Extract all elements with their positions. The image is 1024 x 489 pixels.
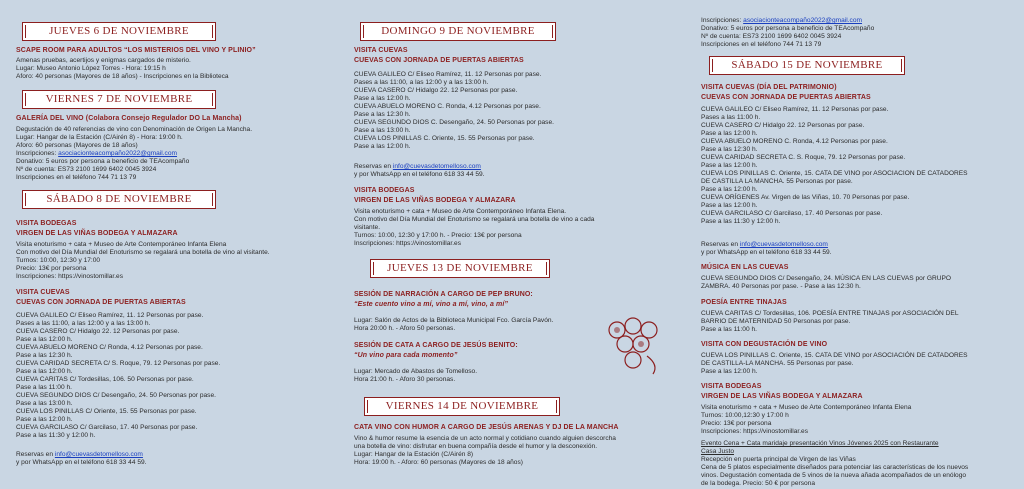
event-text: Con motivo del Día Mundial del Enoturismo se regalará una botella de vino a cada: [354, 216, 595, 223]
event-title: CATA VINO CON HUMOR A CARGO DE JESÚS ARENAS Y DJ DE LA MANCHA: [354, 424, 619, 431]
event-text: Donativo: 5 euros por persona a beneficio de TEAcompaño: [701, 25, 875, 32]
event-text: Lugar: Mercado de Abastos de Tomelloso.: [354, 368, 478, 375]
list-item: Pase a las 11:30 y 12:00 h.: [701, 218, 781, 225]
event-text: Evento Cena + Cata maridaje presentación Vinos Jóvenes 2025 con Restaurante: [701, 440, 939, 447]
event-text: Visita enoturismo + cata + Museo de Arte Contemporáneo Infanta Elena: [701, 404, 912, 411]
list-item: Pase a las 12:00 h.: [354, 95, 411, 102]
list-item: Pase a las 11:00 h.: [16, 384, 72, 391]
event-text: [16, 150, 177, 158]
event-subtitle: CUEVAS CON JORNADA DE PUERTAS ABIERTAS: [701, 94, 871, 101]
event-text: Lugar: Museo Antonio López Torres - Hora: 19:15 h: [16, 65, 166, 72]
event-text: [701, 241, 828, 249]
event-title: VISITA BODEGAS: [16, 220, 77, 227]
event-text: BARRIO DE MATERNIDAD 50 Personas por pase.: [701, 318, 851, 325]
event-text: Cena de 5 platos especialmente diseñados para potenciar las características de los nuevos: [701, 464, 969, 471]
list-item: DE CASTILLA LA MANCHA. 55 Personas por pase.: [701, 178, 853, 185]
event-subtitle: “Un vino para cada momento”: [354, 352, 458, 359]
list-item: CUEVA CASERO C/ Hidalgo 22. 12 Personas por pase.: [16, 328, 180, 335]
event-text: Precio: 13€ por persona: [16, 265, 87, 272]
event-subtitle: VIRGEN DE LAS VIÑAS BODEGA Y ALMAZARA: [354, 197, 516, 204]
event-title: SESIÓN DE NARRACIÓN A CARGO DE PEP BRUNO:: [354, 291, 533, 298]
list-item: Pase a las 12:30 h.: [16, 352, 73, 359]
event-text: DE CASTILLA-LA MANCHA. 55 Personas por pase.: [701, 360, 854, 367]
event-text: Visita enoturismo + cata + Museo de Arte Contemporáneo Infanta Elena: [16, 241, 227, 248]
label: Inscripciones:: [16, 150, 59, 157]
event-text: Turnos: 10:00, 12:30 y 17:00: [16, 257, 101, 264]
list-item: CUEVA GARCILASO C/ Garcilaso, 17. 40 Personas por pase.: [16, 424, 198, 431]
day-header-domingo-9: DOMINGO 9 DE NOVIEMBRE: [360, 22, 556, 41]
event-text: [354, 163, 481, 171]
event-subtitle: “Este cuento vino a mí, vino a mí, vino, a mí”: [354, 301, 508, 308]
event-text: Lugar: Hangar de la Estación (C/Airén 8) - Hora: 19:00 h.: [16, 134, 183, 141]
list-item: Pases a las 11:00 h.: [701, 114, 761, 121]
list-item: CUEVA ABUELO MORENO C. Ronda, 4.12 Personas por pase.: [354, 103, 541, 110]
list-item: CUEVA GALILEO C/ Eliseo Ramírez, 11. 12 Personas por pase.: [701, 106, 889, 113]
event-text: [16, 451, 143, 459]
list-item: Pase a las 11:30 y 12:00 h.: [16, 432, 96, 439]
event-subtitle: CUEVAS CON JORNADA DE PUERTAS ABIERTAS: [16, 299, 186, 306]
list-item: CUEVA ORÍGENES Av. Virgen de las Viñas, 10. 70 Personas por pase.: [701, 194, 910, 201]
list-item: Pase a las 12:00 h.: [701, 130, 758, 137]
event-text: vinos. Degustación comentada de 5 vinos de la nueva añada acompañados de un enólogo: [701, 472, 967, 479]
event-text: Hora 20:00 h. - Aforo 50 personas.: [354, 325, 456, 332]
event-text: Nº de cuenta: ES73 2100 1699 6402 0045 3924: [701, 33, 842, 40]
list-item: Pase a las 12:30 h.: [701, 146, 758, 153]
list-item: CUEVA CASERO C/ Hidalgo 22. 12 Personas por pase.: [701, 122, 865, 129]
list-item: CUEVA CARIDAD SECRETA C/ S. Roque, 79. 12 Personas por pase.: [16, 360, 221, 367]
event-text: Recepción en puerta principal de Virgen de las Viñas: [701, 456, 856, 463]
event-subtitle: VIRGEN DE LAS VIÑAS BODEGA Y ALMAZARA: [16, 230, 178, 237]
event-text: Nº de cuenta: ES73 2100 1699 6402 0045 3924: [16, 166, 157, 173]
day-header-sabado-8: SÁBADO 8 DE NOVIEMBRE: [22, 190, 216, 209]
list-item: Pase a las 13:00 h.: [354, 127, 411, 134]
list-item: CUEVA SEGUNDO DIOS C. Desengaño, 24. 50 Personas por pase.: [354, 119, 554, 126]
event-text: CUEVA CARITAS C/ Tordesillas, 106. POESÍA ENTRE TINAJAS por ASOCIACIÓN DEL: [701, 310, 959, 317]
label: Reservas en: [701, 241, 740, 248]
event-text: Amenas pruebas, acertijos y enigmas cargados de misterio.: [16, 57, 191, 64]
email-link[interactable]: info@cuevasdetomelloso.com: [739, 241, 828, 248]
list-item: CUEVA SEGUNDO DIOS C/ Desengaño, 24. 50 Personas por pase.: [16, 392, 216, 399]
column-left: [16, 0, 334, 489]
event-text: y por WhatsApp en el teléfono 618 33 44 59.: [354, 171, 485, 178]
day-header-jueves-13: JUEVES 13 DE NOVIEMBRE: [370, 259, 550, 278]
event-text: Aforo: 40 personas (Mayores de 18 años) - Inscripciones en la Biblioteca: [16, 73, 229, 80]
email-link[interactable]: info@cuevasdetomelloso.com: [392, 163, 481, 170]
event-text: Inscripciones: https://vinostomillar.es: [701, 428, 809, 435]
event-text: Lugar: Salón de Actos de la Biblioteca Municipal Fco. García Pavón.: [354, 317, 554, 324]
event-text: una botella de vino: disfrutar en buena compañía desde el humor y la desconexión.: [354, 443, 598, 450]
event-subtitle: CUEVAS CON JORNADA DE PUERTAS ABIERTAS: [354, 57, 524, 64]
event-text: Inscripciones en el teléfono 744 71 13 79: [16, 174, 137, 181]
event-text: visitante.: [354, 224, 381, 231]
event-title: POESÍA ENTRE TINAJAS: [701, 299, 787, 306]
event-text: Pase a las 12:00 h.: [701, 368, 758, 375]
event-text: Vino & humor resume la esencia de un acto normal y cotidiano cuando alguien descorcha: [354, 435, 616, 442]
list-item: Pases a las 11:00, a las 12:00 y a las 13:00 h.: [16, 320, 151, 327]
event-subtitle: VIRGEN DE LAS VIÑAS BODEGA Y ALMAZARA: [701, 393, 863, 400]
list-item: Pase a las 12:00 h.: [16, 368, 73, 375]
event-text: Casa Justo: [701, 448, 734, 455]
list-item: CUEVA CASERO C/ Hidalgo 22. 12 Personas por pase.: [354, 87, 518, 94]
list-item: CUEVA LOS PINILLAS C. Oriente, 15. 55 Personas por pase.: [354, 135, 535, 142]
event-title: SESIÓN DE CATA A CARGO DE JESÚS BENITO:: [354, 342, 518, 349]
email-link[interactable]: info@cuevasdetomelloso.com: [54, 451, 143, 458]
event-text: Turnos: 10:00,12:30 y 17:00 h: [701, 412, 789, 419]
day-header-viernes-14: VIERNES 14 DE NOVIEMBRE: [364, 397, 560, 416]
event-text: Turnos: 10:00, 12:30 y 17:00 h. - Precio: 13€ por persona: [354, 232, 522, 239]
event-text: y por WhatsApp en el teléfono 618 33 44 59.: [701, 249, 832, 256]
list-item: CUEVA LOS PINILLAS C/ Oriente, 15. 55 Personas por pase.: [16, 408, 197, 415]
event-text: Visita enoturismo + cata + Museo de Arte Contemporáneo Infanta Elena.: [354, 208, 567, 215]
event-title: VISITA CUEVAS: [16, 289, 70, 296]
event-text: Aforo: 60 personas (Mayores de 18 años): [16, 142, 138, 149]
column-middle: [354, 0, 684, 489]
event-text: [701, 17, 862, 25]
event-text: Donativo: 5 euros por persona a beneficio de TEAcompaño: [16, 158, 190, 165]
event-text: Hora: 19:00 h. - Aforo: 60 personas (Mayores de 18 años): [354, 459, 523, 466]
list-item: Pase a las 12:00 h.: [16, 416, 73, 423]
event-title: VISITA CUEVAS (DÍA DEL PATRIMONIO): [701, 84, 837, 91]
event-text: Hora 21:00 h. - Aforo 30 personas.: [354, 376, 456, 383]
event-title-scape-room: SCAPE ROOM PARA ADULTOS “LOS MISTERIOS DEL VINO Y PLINIO”: [16, 47, 256, 54]
event-text: Degustación de 40 referencias de vino con Denominación de Origen La Mancha.: [16, 126, 253, 133]
event-text: Pase a las 11:00 h.: [701, 326, 757, 333]
list-item: CUEVA ABUELO MORENO C/ Ronda, 4.12 Personas por pase.: [16, 344, 203, 351]
list-item: Pase a las 12:00 h.: [701, 186, 758, 193]
list-item: CUEVA GALILEO C/ Eliseo Ramírez, 11. 12 Personas por pase.: [16, 312, 204, 319]
list-item: CUEVA ABUELO MORENO C. Ronda, 4.12 Personas por pase.: [701, 138, 888, 145]
event-text: Inscripciones: https://vinostomillar.es: [16, 273, 124, 280]
event-text: Precio: 13€ por persona: [701, 420, 772, 427]
day-header-sabado-15: SÁBADO 15 DE NOVIEMBRE: [709, 56, 905, 75]
event-text: ZAMBRA. 40 Personas por pase. - Pase a las 12:30 h.: [701, 283, 861, 290]
day-header-viernes-7: VIERNES 7 DE NOVIEMBRE: [22, 90, 216, 109]
list-item: Pase a las 12:00 h.: [16, 336, 73, 343]
event-text: CUEVA SEGUNDO DIOS C/ Desengaño, 24. MÚSICA EN LAS CUEVAS por GRUPO: [701, 275, 952, 282]
event-text: Con motivo del Día Mundial del Enoturismo se regalará una botella de vino al visitante.: [16, 249, 270, 256]
list-item: Pases a las 11:00, a las 12:00 y a las 13:00 h.: [354, 79, 489, 86]
email-link[interactable]: asociacionteacompaño2022@gmail.com: [58, 150, 178, 157]
event-text: de la bodega. Precio: 50 € por persona: [701, 480, 816, 487]
day-header-jueves-6: JUEVES 6 DE NOVIEMBRE: [22, 22, 216, 41]
list-item: CUEVA CARITAS C/ Tordesillas, 106. 50 Personas por pase.: [16, 376, 194, 383]
label: Reservas en: [354, 163, 393, 170]
event-title: MÚSICA EN LAS CUEVAS: [701, 264, 789, 271]
event-text: Inscripciones: https://vinostomillar.es: [354, 240, 462, 247]
list-item: CUEVA GARCILASO C/ Garcilaso, 17. 40 Personas por pase.: [701, 210, 883, 217]
list-item: Pase a las 13:00 h.: [16, 400, 73, 407]
list-item: CUEVA GALILEO C/ Eliseo Ramírez, 11. 12 Personas por pase.: [354, 71, 542, 78]
event-title-galeria: GALERÍA DEL VINO (Colabora Consejo Regulador DO La Mancha): [16, 115, 242, 122]
email-link[interactable]: asociacionteacompaño2022@gmail.com: [743, 17, 863, 24]
event-text: Inscripciones en el teléfono 744 71 13 79: [701, 41, 822, 48]
list-item: CUEVA CARIDAD SECRETA C. S. Roque, 79. 12 Personas por pase.: [701, 154, 906, 161]
event-title: VISITA CON DEGUSTACIÓN DE VINO: [701, 341, 828, 348]
event-text: Lugar: Hangar de la Estación (C/Airén 8): [354, 451, 474, 458]
event-text: y por WhatsApp en el teléfono 618 33 44 59.: [16, 459, 147, 466]
list-item: Pase a las 12:00 h.: [701, 162, 758, 169]
label: Inscripciones:: [701, 17, 744, 24]
list-item: Pase a las 12:00 h.: [354, 143, 411, 150]
list-item: Pase a las 12:30 h.: [354, 111, 411, 118]
event-title: VISITA BODEGAS: [701, 383, 762, 390]
event-title: VISITA CUEVAS: [354, 47, 408, 54]
label: Reservas en: [16, 451, 55, 458]
event-text: CUEVA LOS PINILLAS C. Oriente, 15. CATA DE VINO por ASOCIACIÓN DE CATADORES: [701, 352, 968, 359]
column-right: [701, 0, 1017, 489]
list-item: Pase a las 12:00 h.: [701, 202, 758, 209]
grapes-illustration-icon: [603, 316, 665, 378]
event-title: VISITA BODEGAS: [354, 187, 415, 194]
list-item: CUEVA LOS PINILLAS C. Oriente, 15. CATA DE VINO por ASOCIACION DE CATADORES: [701, 170, 968, 177]
